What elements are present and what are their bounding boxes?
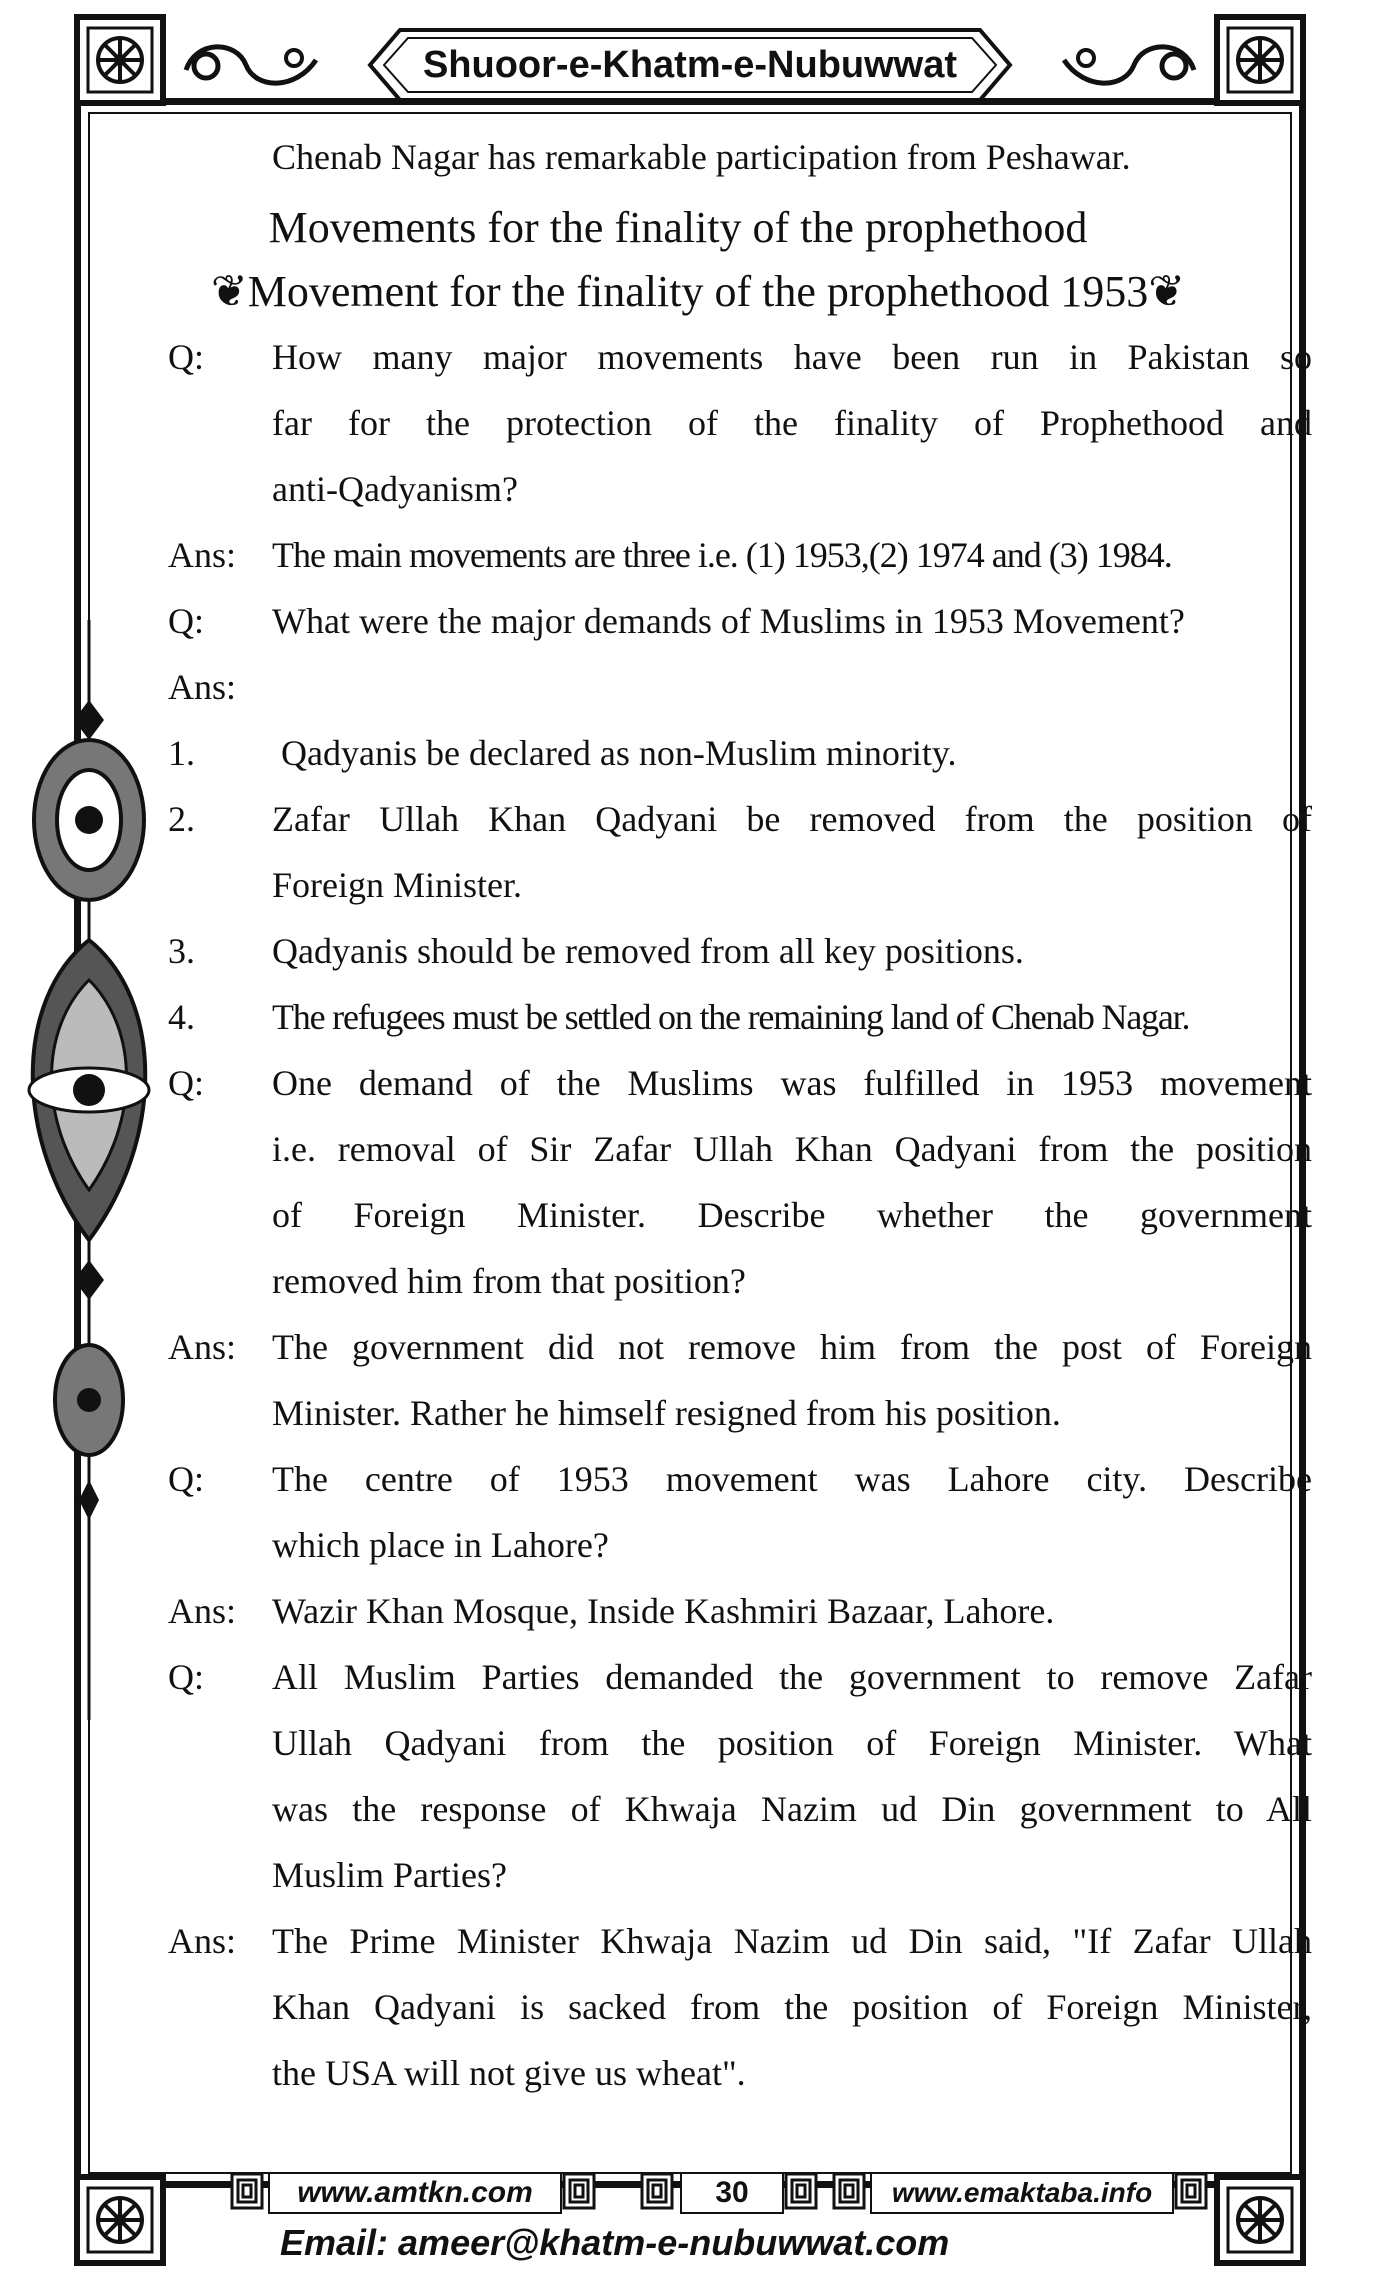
list-item: Qadyanis be declared as non-Muslim minority. — [272, 733, 957, 773]
qa-line: was the response of Khwaja Nazim ud Din government to All — [272, 1789, 1312, 1829]
qa-line: Muslim Parties? — [272, 1855, 507, 1895]
ornament-right-icon: ❦ — [1148, 267, 1186, 316]
qa-label: Ans: — [168, 1921, 237, 1961]
list-item: Foreign Minister. — [272, 865, 522, 905]
qa-line: What were the major demands of Muslims in 1953 Movement? — [272, 601, 1185, 641]
footer — [180, 2172, 1220, 2272]
scroll-flourish-icon — [176, 30, 326, 100]
qa-line: One demand of the Muslims was fulfilled in 1953 movement — [272, 1063, 1312, 1103]
decorative-medallion-icon — [14, 620, 164, 1720]
corner-ornament-icon — [74, 14, 166, 106]
ornament-left-icon: ❦ — [210, 267, 248, 316]
qa-line: anti-Qadyanism? — [272, 469, 518, 509]
qa-line: The centre of 1953 movement was Lahore city. Describe — [272, 1459, 1312, 1499]
list-number: 2. — [168, 799, 195, 839]
qa-line: How many major movements have been run in Pakistan so — [272, 337, 1312, 377]
qa-line: i.e. removal of Sir Zafar Ullah Khan Qadyani from the position — [272, 1129, 1312, 1169]
qa-line: Khan Qadyani is sacked from the position of Foreign Minister, — [272, 1987, 1312, 2027]
qa-label: Q: — [168, 337, 204, 377]
knot-ornament-icon — [1174, 2172, 1208, 2210]
corner-ornament-icon — [1214, 2174, 1306, 2266]
subsection-heading: ❦Movement for the finality of the prophethood 1953❦ — [210, 267, 1186, 316]
qa-label: Q: — [168, 1063, 204, 1103]
list-item: Qadyanis should be removed from all key positions. — [272, 931, 1024, 971]
list-number: 1. — [168, 733, 195, 773]
intro-line: Chenab Nagar has remarkable participation from Peshawar. — [272, 137, 1131, 177]
qa-label: Q: — [168, 1657, 204, 1697]
qa-line: Wazir Khan Mosque, Inside Kashmiri Bazaar, Lahore. — [272, 1591, 1055, 1631]
knot-ornament-icon — [230, 2172, 264, 2210]
section-heading: Movements for the finality of the prophethood — [268, 203, 1088, 252]
page-title: Shuoor-e-Khatm-e-Nubuwwat — [422, 44, 958, 86]
qa-label: Ans: — [168, 667, 237, 707]
qa-label: Q: — [168, 601, 204, 641]
qa-line: removed him from that position? — [272, 1261, 746, 1301]
qa-label: Ans: — [168, 1591, 237, 1631]
knot-ornament-icon — [784, 2172, 818, 2210]
qa-line: Minister. Rather he himself resigned from his position. — [272, 1393, 1061, 1433]
website-link[interactable]: www.amtkn.com — [268, 2172, 562, 2214]
knot-ornament-icon — [832, 2172, 866, 2210]
list-number: 3. — [168, 931, 195, 971]
qa-line: The main movements are three i.e. (1) 1953,(2) 1974 and (3) 1984. — [272, 535, 1172, 575]
qa-line: All Muslim Parties demanded the government to remove Zafar — [272, 1657, 1312, 1697]
qa-label: Q: — [168, 1459, 204, 1499]
knot-ornament-icon — [562, 2172, 596, 2210]
qa-label: Ans: — [168, 1327, 237, 1367]
page-number: 30 — [680, 2172, 784, 2214]
header-banner — [340, 22, 1040, 108]
qa-line: The government did not remove him from the post of Foreign — [272, 1327, 1312, 1367]
knot-ornament-icon — [640, 2172, 674, 2210]
qa-line: Ullah Qadyani from the position of Foreign Minister. What — [272, 1723, 1312, 1763]
corner-ornament-icon — [1214, 14, 1306, 106]
website-link[interactable]: www.emaktaba.info — [870, 2172, 1174, 2214]
qa-line: the USA will not give us wheat". — [272, 2053, 746, 2093]
qa-line: which place in Lahore? — [272, 1525, 609, 1565]
corner-ornament-icon — [74, 2174, 166, 2266]
scroll-flourish-icon — [1054, 30, 1204, 100]
email-address[interactable]: Email: ameer@khatm-e-nubuwwat.com — [280, 2222, 950, 2263]
list-item: Zafar Ullah Khan Qadyani be removed from the position of — [272, 799, 1312, 839]
list-item: The refugees must be settled on the remaining land of Chenab Nagar. — [272, 997, 1190, 1037]
qa-label: Ans: — [168, 535, 237, 575]
qa-line: The Prime Minister Khwaja Nazim ud Din said, "If Zafar Ullah — [272, 1921, 1312, 1961]
list-number: 4. — [168, 997, 195, 1037]
qa-line: of Foreign Minister. Describe whether the government — [272, 1195, 1312, 1235]
qa-line: far for the protection of the finality of Prophethood and — [272, 403, 1312, 443]
